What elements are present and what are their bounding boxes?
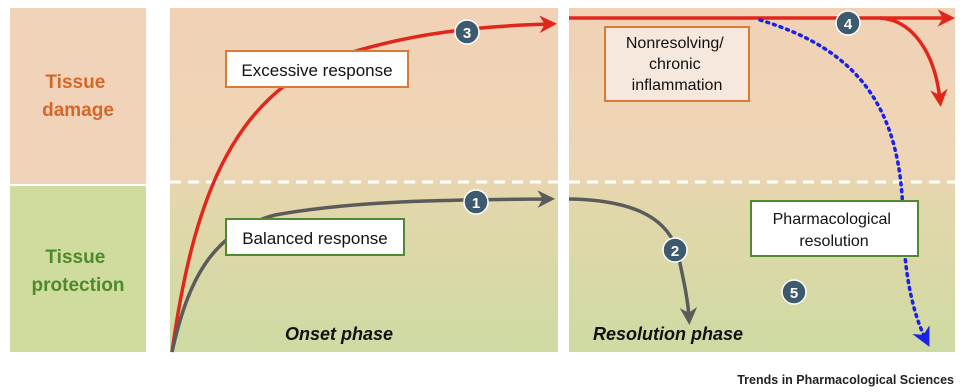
onset-phase-label: Onset phase bbox=[284, 324, 394, 344]
pharmacological-resolution-label: Pharmacological resolution bbox=[772, 211, 891, 250]
badge-3 bbox=[455, 20, 479, 44]
resolution-phase-label: Resolution phase bbox=[592, 324, 744, 344]
nonresolving-inflammation-label: Nonresolving/ chronic inflammation bbox=[625, 35, 724, 94]
tissue-damage-panel bbox=[10, 8, 146, 184]
tissue-protection-label: Tissue protection bbox=[31, 247, 125, 296]
tissue-protection-panel bbox=[10, 186, 146, 352]
balanced-response-label: Balanced response bbox=[242, 229, 388, 248]
svg-text:2: 2 bbox=[670, 243, 680, 260]
badge-1 bbox=[464, 190, 488, 214]
badge-4 bbox=[836, 11, 860, 35]
tissue-damage-label: Tissue damage bbox=[42, 72, 114, 121]
svg-text:1: 1 bbox=[471, 195, 481, 212]
svg-text:5: 5 bbox=[789, 285, 799, 302]
svg-text:3: 3 bbox=[462, 25, 472, 42]
badge-5 bbox=[782, 280, 806, 304]
excessive-response-label: Excessive response bbox=[241, 61, 393, 80]
journal-credit: Trends in Pharmacological Sciences bbox=[737, 373, 954, 387]
svg-text:4: 4 bbox=[843, 16, 853, 33]
badge-2 bbox=[663, 238, 687, 262]
